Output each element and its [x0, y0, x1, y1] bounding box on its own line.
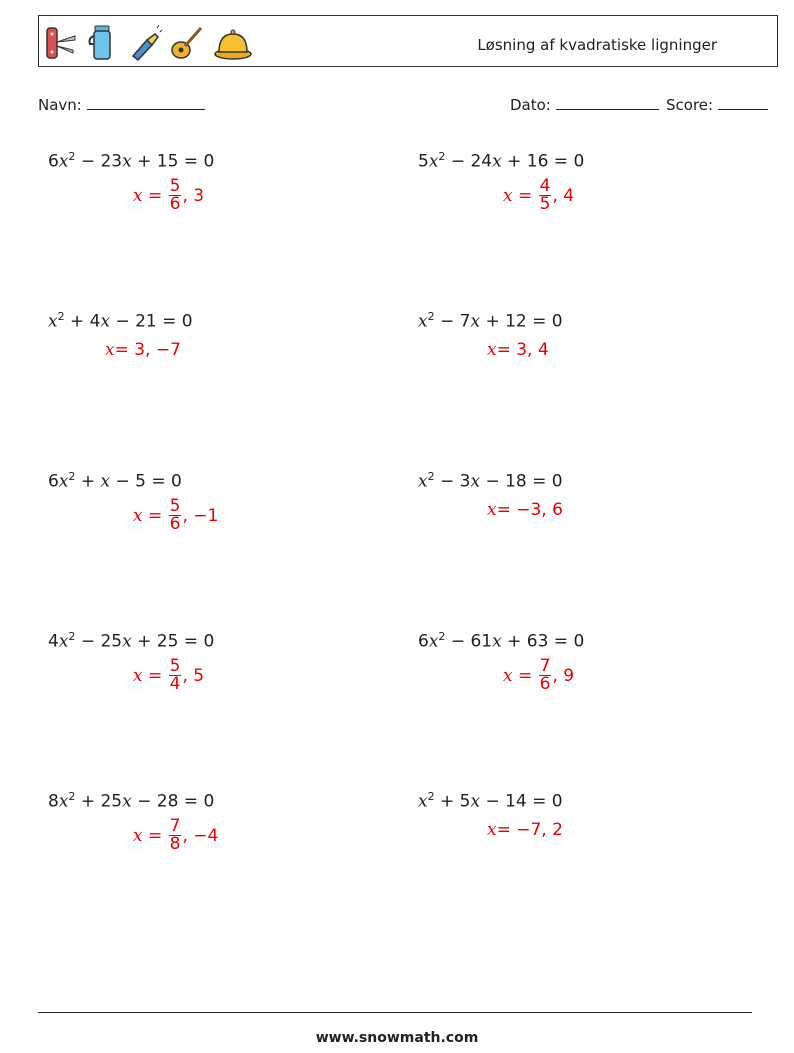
answer-roots: = 3, 4 [496, 340, 549, 360]
score-blank[interactable] [718, 95, 768, 110]
eq-constant: + 63 = 0 [501, 631, 585, 652]
answer [487, 820, 563, 840]
answer [133, 498, 218, 533]
bell-icon [211, 22, 255, 62]
equation [418, 470, 563, 492]
equals-sign: = [512, 665, 538, 686]
thermos-icon [85, 22, 121, 62]
eq-linear-term: − 23 [75, 151, 123, 172]
eq-linear-term: + 25 [75, 791, 123, 812]
equation [48, 790, 214, 812]
eq-coefficient: 6 [48, 471, 59, 492]
fraction-denominator: 6 [169, 514, 181, 534]
fraction-numerator: 5 [169, 496, 181, 516]
score-label: Score: [666, 96, 714, 114]
equation [48, 470, 182, 492]
date-label: Dato: [510, 96, 551, 114]
fraction-denominator: 6 [169, 194, 181, 214]
answer-variable: x [503, 185, 513, 206]
eq-constant: + 15 = 0 [131, 151, 215, 172]
eq-variable: x [418, 471, 428, 492]
equation [48, 310, 193, 332]
fraction-numerator: 4 [539, 176, 551, 196]
answer-variable: x [133, 665, 143, 686]
eq-constant: + 16 = 0 [501, 151, 585, 172]
answer [503, 178, 574, 213]
name-label: Navn: [38, 96, 82, 114]
eq-exponent: 2 [438, 150, 446, 163]
eq-coefficient: 8 [48, 791, 59, 812]
eq-constant: − 5 = 0 [110, 471, 182, 492]
eq-linear-term: + [75, 471, 101, 492]
eq-variable: x [58, 151, 69, 172]
eq-linear-term: − 24 [445, 151, 493, 172]
answer-variable: x [487, 500, 497, 520]
score-field[interactable] [666, 95, 768, 114]
answer-second-root: , 4 [552, 185, 575, 206]
eq-variable: x [58, 791, 69, 812]
eq-variable: x [58, 471, 69, 492]
swiss-knife-icon [43, 22, 79, 62]
eq-exponent: 2 [68, 790, 76, 803]
eq-constant: − 21 = 0 [110, 311, 193, 332]
eq-variable: x [48, 311, 58, 332]
eq-constant: − 28 = 0 [131, 791, 215, 812]
header-icons [43, 20, 255, 64]
eq-variable: x [418, 791, 428, 812]
eq-variable: x [122, 151, 132, 172]
eq-exponent: 2 [57, 310, 65, 323]
eq-constant: + 25 = 0 [131, 631, 215, 652]
date-field[interactable] [510, 95, 659, 114]
answer-fraction [539, 658, 552, 693]
eq-variable: x [470, 311, 481, 332]
answer-second-root: , −4 [182, 825, 219, 846]
eq-linear-term: + 5 [434, 791, 471, 812]
eq-linear-term: + 4 [64, 311, 101, 332]
eq-linear-term: − 61 [445, 631, 493, 652]
eq-linear-term: − 25 [75, 631, 123, 652]
equals-sign: = [142, 665, 168, 686]
eq-exponent: 2 [427, 790, 435, 803]
eq-coefficient: 4 [48, 631, 59, 652]
eq-coefficient: 5 [418, 151, 429, 172]
answer-second-root: , 5 [182, 665, 205, 686]
flashlight-icon [127, 22, 163, 62]
guitar-icon [169, 22, 205, 62]
equals-sign: = [142, 825, 168, 846]
answer-variable: x [133, 185, 143, 206]
fraction-numerator: 5 [169, 656, 181, 676]
eq-constant: + 12 = 0 [480, 311, 563, 332]
eq-variable: x [122, 791, 132, 812]
date-blank[interactable] [556, 95, 659, 110]
equation [418, 150, 584, 172]
equals-sign: = [142, 185, 168, 206]
equation [418, 790, 563, 812]
eq-linear-term: − 7 [434, 311, 471, 332]
eq-variable: x [492, 631, 502, 652]
answer-second-root: , 3 [182, 185, 205, 206]
eq-exponent: 2 [438, 630, 446, 643]
eq-variable: x [122, 631, 132, 652]
answer-variable: x [105, 340, 115, 360]
equation [418, 310, 563, 332]
fraction-denominator: 6 [539, 674, 551, 694]
answer-roots: = −3, 6 [496, 500, 563, 520]
footer-url: www.snowmath.com [315, 1030, 479, 1046]
footer-divider [38, 1012, 752, 1013]
fraction-numerator: 5 [169, 176, 181, 196]
answer [487, 500, 563, 520]
eq-linear-term: − 3 [434, 471, 471, 492]
eq-coefficient: 6 [48, 151, 59, 172]
eq-variable: x [428, 631, 439, 652]
fraction-denominator: 8 [169, 834, 181, 854]
answer-roots: = 3, −7 [114, 340, 181, 360]
answer-second-root: , 9 [552, 665, 575, 686]
eq-variable: x [418, 311, 428, 332]
eq-variable: x [100, 311, 111, 332]
name-blank[interactable] [87, 95, 205, 110]
answer [133, 658, 204, 693]
answer-variable: x [133, 505, 143, 526]
answer-second-root: , −1 [182, 505, 219, 526]
fraction-numerator: 7 [539, 656, 551, 676]
answer-fraction [539, 178, 552, 213]
eq-variable: x [58, 631, 69, 652]
worksheet-header [38, 15, 778, 67]
fraction-denominator: 5 [539, 194, 551, 214]
worksheet-title: Løsning af kvadratiske ligninger [477, 36, 717, 54]
eq-variable: x [470, 791, 481, 812]
eq-variable: x [470, 471, 481, 492]
name-field[interactable] [38, 95, 205, 114]
fraction-numerator: 7 [169, 816, 181, 836]
answer [105, 340, 181, 360]
answer-fraction [169, 498, 182, 533]
eq-exponent: 2 [68, 470, 76, 483]
answer-variable: x [487, 820, 497, 840]
answer-fraction [169, 178, 182, 213]
eq-constant: − 18 = 0 [480, 471, 563, 492]
equation [48, 150, 214, 172]
answer-roots: = −7, 2 [496, 820, 563, 840]
answer [133, 178, 204, 213]
equals-sign: = [512, 185, 538, 206]
eq-variable: x [492, 151, 502, 172]
answer-variable: x [503, 665, 513, 686]
equation [418, 630, 584, 652]
answer-variable: x [133, 825, 143, 846]
equals-sign: = [142, 505, 168, 526]
answer [133, 818, 218, 853]
equation [48, 630, 214, 652]
fraction-denominator: 4 [169, 674, 181, 694]
eq-constant: − 14 = 0 [480, 791, 563, 812]
eq-exponent: 2 [68, 150, 76, 163]
eq-variable: x [100, 471, 111, 492]
answer-fraction [169, 818, 182, 853]
answer [487, 340, 549, 360]
eq-exponent: 2 [68, 630, 76, 643]
answer [503, 658, 574, 693]
eq-exponent: 2 [427, 310, 435, 323]
eq-coefficient: 6 [418, 631, 429, 652]
answer-variable: x [487, 340, 497, 360]
answer-fraction [169, 658, 182, 693]
eq-variable: x [428, 151, 439, 172]
eq-exponent: 2 [427, 470, 435, 483]
